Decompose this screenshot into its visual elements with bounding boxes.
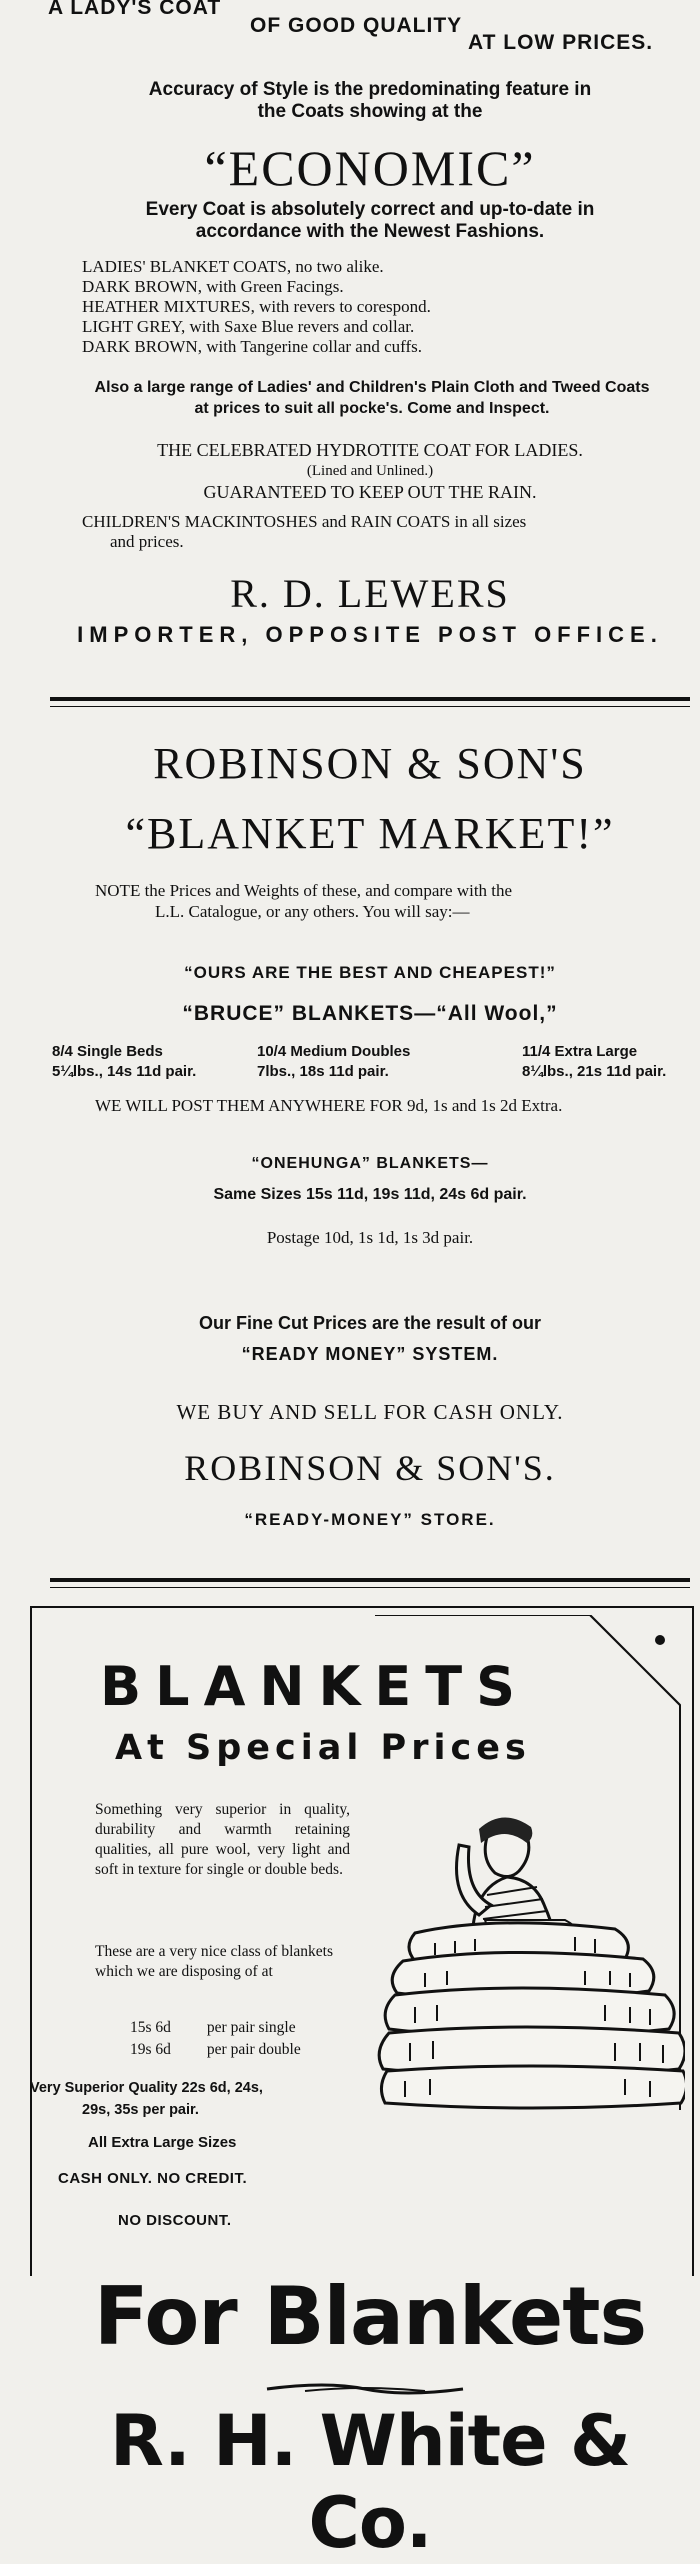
- intro-line-1: Accuracy of Style is the predominating feature in: [148, 79, 592, 100]
- blankets-title: BLANKETS: [100, 1655, 530, 1718]
- correct-line-2: accordance with the Newest Fashions.: [195, 221, 545, 242]
- size-column: [52, 1042, 196, 1082]
- hydrotite-paragraph: [90, 440, 650, 503]
- hydrotite-line-3: GUARANTEED TO KEEP OUT THE RAIN.: [203, 482, 537, 502]
- very-superior-paragraph: [30, 2077, 360, 2121]
- size-column: [257, 1042, 410, 1082]
- range-line-1: Also a large range of Ladies' and Children's Plain Cloth and Tweed Coats: [94, 379, 650, 396]
- size-label: 8/4 Single Beds: [52, 1043, 163, 1060]
- onehunga-sizes: Same Sizes 15s 11d, 19s 11d, 24s 6d pair.: [213, 1186, 527, 1203]
- coat-headline-right: AT LOW PRICES.: [468, 31, 654, 54]
- price-value: 15s 6d: [130, 2019, 171, 2036]
- children-paragraph: [82, 512, 682, 552]
- size-label: 10/4 Medium Doubles: [257, 1043, 411, 1060]
- price-row: [130, 2039, 301, 2061]
- list-item: LADIES' BLANKET COATS, no two alike.: [82, 257, 384, 276]
- hydrotite-line-2: (Lined and Unlined.): [306, 463, 434, 479]
- bruce-blankets-heading: “BRUCE” BLANKETS—“All Wool,”: [182, 1002, 558, 1025]
- price-unit: per pair double: [206, 2041, 301, 2058]
- fine-cut-line-1: Our Fine Cut Prices are the result of our: [198, 1313, 542, 1333]
- list-item: LIGHT GREY, with Saxe Blue revers and collar.: [82, 317, 415, 336]
- divider-rule: [50, 1578, 690, 1582]
- hydrotite-line-1: THE CELEBRATED HYDROTITE COAT FOR LADIES.: [157, 440, 583, 460]
- robinson-title: ROBINSON & SON'S: [153, 739, 587, 788]
- cash-only-line: WE BUY AND SELL FOR CASH ONLY.: [176, 1400, 564, 1424]
- flourish-ornament: [265, 2378, 465, 2400]
- children-line-1: CHILDREN'S MACKINTOSHES and RAIN COATS in all sizes: [82, 512, 527, 531]
- extra-large-sizes: All Extra Large Sizes: [88, 2134, 237, 2151]
- list-item: HEATHER MIXTURES, with revers to corespond.: [82, 297, 431, 316]
- note-line-2: L.L. Catalogue, or any others. You will say:—: [155, 902, 470, 921]
- children-line-2: and prices.: [110, 532, 184, 551]
- onehunga-heading: “ONEHUNGA” BLANKETS—: [251, 1155, 489, 1172]
- blanket-description: Something very superior in quality, durability and warmth retaining qualities, all pure wool, very light and soft in texture for single or double beds.: [95, 1801, 350, 1878]
- price-row: [130, 2017, 301, 2039]
- list-item: DARK BROWN, with Green Facings.: [82, 277, 344, 296]
- class-line: These are a very nice class of blankets which we are disposing of at: [95, 1943, 333, 1980]
- very-superior-line-1: Very Superior Quality 22s 6d, 24s,: [30, 2080, 263, 2096]
- correct-paragraph: [90, 199, 650, 243]
- best-cheapest-claim: “OURS ARE THE BEST AND CHEAPEST!”: [184, 963, 556, 982]
- coat-headline-left: A LADY'S COAT: [48, 0, 222, 19]
- no-discount: NO DISCOUNT.: [118, 2212, 232, 2229]
- fine-cut-line-2: “READY MONEY” SYSTEM.: [241, 1344, 499, 1364]
- size-detail: 7lbs., 18s 11d pair.: [257, 1063, 389, 1080]
- intro-paragraph: [90, 79, 650, 123]
- for-blankets-slogan: For Blankets: [93, 2270, 647, 2363]
- lewers-merchant-name: R. D. LEWERS: [230, 571, 510, 616]
- note-line-1: NOTE the Prices and Weights of these, and compare with the: [95, 881, 513, 900]
- white-merchant-name: R. H. White & Co.: [109, 2400, 631, 2564]
- price-list: [130, 2017, 301, 2061]
- note-paragraph: [95, 880, 655, 922]
- coat-headline-mid: OF GOOD QUALITY: [250, 14, 463, 37]
- ready-money-store: “READY-MONEY” STORE.: [244, 1510, 496, 1529]
- economic-store-title: “ECONOMIC”: [204, 140, 536, 196]
- divider-rule-thin: [50, 706, 690, 707]
- range-paragraph: [52, 377, 692, 419]
- size-label: 11/4 Extra Large: [522, 1043, 638, 1060]
- special-prices-subtitle: At Special Prices: [115, 1728, 531, 1768]
- robinson-merchant-name: ROBINSON & SON'S.: [184, 1448, 556, 1488]
- divider-rule: [50, 697, 690, 701]
- size-detail: 5¼lbs., 14s 11d pair.: [52, 1063, 197, 1080]
- very-superior-line-2: 29s, 35s per pair.: [82, 2102, 199, 2118]
- size-column: [522, 1042, 666, 1082]
- size-detail: 8¼lbs., 21s 11d pair.: [522, 1063, 667, 1080]
- lewers-address: IMPORTER, OPPOSITE POST OFFICE.: [77, 622, 663, 647]
- divider-rule-thin: [50, 1587, 690, 1588]
- list-item: DARK BROWN, with Tangerine collar and cuffs.: [82, 337, 422, 356]
- correct-line-1: Every Coat is absolutely correct and up-to-date in: [145, 199, 595, 220]
- post-anywhere-line: WE WILL POST THEM ANYWHERE FOR 9d, 1s and 1s 2d Extra.: [95, 1096, 563, 1115]
- range-line-2: at prices to suit all pocke's. Come and Inspect.: [194, 400, 550, 417]
- intro-line-2: the Coats showing at the: [257, 101, 483, 122]
- coat-list: [82, 257, 431, 357]
- fine-cut-paragraph: [50, 1308, 690, 1370]
- blanket-market-title: “BLANKET MARKET!”: [125, 809, 615, 858]
- price-value: 19s 6d: [130, 2041, 171, 2058]
- onehunga-postage: Postage 10d, 1s 1d, 1s 3d pair.: [266, 1228, 474, 1247]
- price-unit: per pair single: [206, 2019, 296, 2036]
- cash-only-terms: CASH ONLY. NO CREDIT.: [58, 2170, 248, 2187]
